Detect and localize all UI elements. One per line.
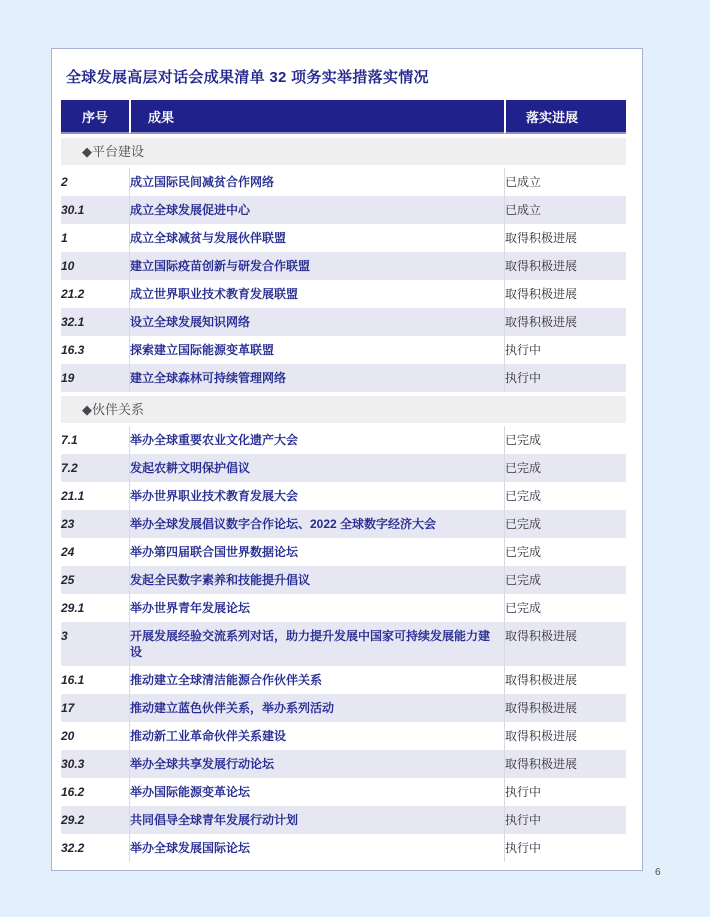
cell-status: 已完成 [504,426,626,454]
page-title: 全球发展高层对话会成果清单 32 项务实举措落实情况 [66,69,429,86]
cell-no: 32.2 [61,834,129,862]
cell-no: 30.1 [61,196,129,224]
cell-status: 取得积极进展 [504,252,626,280]
cell-outcome: 共同倡导全球青年发展行动计划 [129,806,504,834]
cell-outcome: 发起全民数字素养和技能提升倡议 [129,566,504,594]
cell-status: 取得积极进展 [504,750,626,778]
table-row [61,280,626,308]
table-row [61,510,626,538]
table-row [61,566,626,594]
cell-no: 16.1 [61,666,129,694]
cell-outcome: 举办全球发展国际论坛 [129,834,504,862]
cell-no: 20 [61,722,129,750]
cell-outcome: 建立国际疫苗创新与研发合作联盟 [129,252,504,280]
cell-outcome: 建立全球森林可持续管理网络 [129,364,504,392]
section-header-row [61,392,626,426]
cell-outcome: 开展发展经验交流系列对话，助力提升发展中国家可持续发展能力建设 [129,622,504,666]
table-row [61,806,626,834]
cell-no: 23 [61,510,129,538]
cell-no: 16.3 [61,336,129,364]
cell-outcome: 举办全球重要农业文化遗产大会 [129,426,504,454]
table-header-row [61,100,626,134]
cell-status: 已完成 [504,538,626,566]
cell-no: 25 [61,566,129,594]
cell-no: 24 [61,538,129,566]
table-row [61,750,626,778]
cell-outcome: 成立世界职业技术教育发展联盟 [129,280,504,308]
cell-status: 执行中 [504,364,626,392]
table-row [61,538,626,566]
table-body [61,134,626,862]
section-title: ◆伙伴关系 [61,392,626,426]
cell-status: 取得积极进展 [504,694,626,722]
cell-outcome: 举办国际能源变革论坛 [129,778,504,806]
document-card [51,48,643,871]
table-header [61,100,626,134]
cell-status: 已完成 [504,454,626,482]
cell-status: 已完成 [504,566,626,594]
table-row [61,666,626,694]
cell-no: 21.2 [61,280,129,308]
cell-status: 取得积极进展 [504,308,626,336]
table-row [61,594,626,622]
cell-outcome: 设立全球发展知识网络 [129,308,504,336]
table-row [61,834,626,862]
cell-no: 2 [61,168,129,196]
cell-outcome: 推动建立蓝色伙伴关系，举办系列活动 [129,694,504,722]
cell-no: 29.2 [61,806,129,834]
table-row [61,336,626,364]
cell-no: 1 [61,224,129,252]
cell-no: 29.1 [61,594,129,622]
cell-outcome: 举办世界青年发展论坛 [129,594,504,622]
table-row [61,482,626,510]
column-header-outcome: 成果 [129,100,504,134]
cell-no: 7.1 [61,426,129,454]
cell-status: 已完成 [504,510,626,538]
table-row [61,426,626,454]
cell-outcome: 推动新工业革命伙伴关系建设 [129,722,504,750]
cell-no: 3 [61,622,129,666]
cell-status: 执行中 [504,834,626,862]
cell-outcome: 举办全球发展倡议数字合作论坛、2022 全球数字经济大会 [129,510,504,538]
cell-no: 21.1 [61,482,129,510]
cell-outcome: 成立全球减贫与发展伙伴联盟 [129,224,504,252]
table-row [61,196,626,224]
cell-outcome: 探索建立国际能源变革联盟 [129,336,504,364]
cell-status: 取得积极进展 [504,722,626,750]
table-row [61,694,626,722]
cell-no: 17 [61,694,129,722]
table-row [61,622,626,666]
cell-status: 取得积极进展 [504,666,626,694]
cell-outcome: 成立全球发展促进中心 [129,196,504,224]
cell-outcome: 发起农耕文明保护倡议 [129,454,504,482]
cell-outcome: 举办第四届联合国世界数据论坛 [129,538,504,566]
cell-no: 32.1 [61,308,129,336]
page-number: 6 [655,867,661,878]
section-title: ◆平台建设 [61,134,626,168]
table-row [61,722,626,750]
outcomes-table [61,100,626,862]
column-header-status: 落实进展 [504,100,626,134]
table-row [61,308,626,336]
section-header-row [61,134,626,168]
table-row [61,454,626,482]
cell-status: 取得积极进展 [504,622,626,666]
cell-outcome: 举办全球共享发展行动论坛 [129,750,504,778]
cell-status: 已成立 [504,196,626,224]
cell-outcome: 举办世界职业技术教育发展大会 [129,482,504,510]
column-header-number: 序号 [61,100,129,134]
cell-no: 10 [61,252,129,280]
cell-status: 执行中 [504,336,626,364]
table-row [61,364,626,392]
cell-status: 已完成 [504,482,626,510]
cell-no: 19 [61,364,129,392]
cell-status: 取得积极进展 [504,224,626,252]
cell-outcome: 推动建立全球清洁能源合作伙伴关系 [129,666,504,694]
cell-status: 取得积极进展 [504,280,626,308]
cell-status: 已完成 [504,594,626,622]
table-row [61,252,626,280]
table-row [61,168,626,196]
table-row [61,778,626,806]
cell-no: 7.2 [61,454,129,482]
cell-status: 执行中 [504,778,626,806]
cell-no: 30.3 [61,750,129,778]
cell-status: 执行中 [504,806,626,834]
cell-no: 16.2 [61,778,129,806]
cell-status: 已成立 [504,168,626,196]
cell-outcome: 成立国际民间减贫合作网络 [129,168,504,196]
table-row [61,224,626,252]
